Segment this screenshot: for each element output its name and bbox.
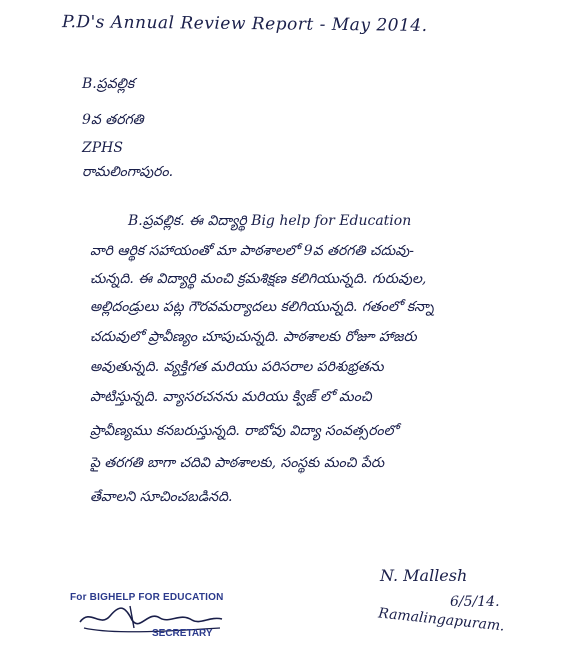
school-name: ZPHS xyxy=(82,140,123,156)
signature-date: 6/5/14. xyxy=(450,594,500,610)
organization-stamp xyxy=(70,592,245,647)
body-line: పై తరగతి బాగా చదివి పాఠశాలకు, సంస్థకు మంచి పేరు xyxy=(90,455,385,471)
report-title: P.D's Annual Review Report - May 2014. xyxy=(61,12,428,36)
body-line: తేవాలని సూచించబడినది. xyxy=(90,489,233,505)
student-name: B.ప్రవల్లిక xyxy=(82,76,135,92)
body-line: అల్లిదండ్రులు పట్ల గౌరవమర్యాదలు కలిగియున్నది. గతంలో కన్నా xyxy=(90,299,434,315)
signature-name: N. Mallesh xyxy=(380,566,468,585)
stamp-organization: For BIGHELP FOR EDUCATION xyxy=(70,592,224,603)
body-line: వారి ఆర్థిక సహాయంతో మా పాఠశాలలో 9వ తరగతి చదువు- xyxy=(90,243,414,259)
stamp-role: SECRETARY xyxy=(152,628,213,639)
village-name: రామలింగాపురం. xyxy=(82,164,174,180)
body-line: B.ప్రవల్లిక. ఈ విద్యార్థి Big help for Education xyxy=(128,213,412,229)
body-line: చున్నది. ఈ విద్యార్థి మంచి క్రమశిక్షణ కలిగియున్నది. గురువుల, xyxy=(90,271,427,287)
student-class: 9వ తరగతి xyxy=(82,112,144,128)
signature-place: Ramalingapuram. xyxy=(377,605,506,635)
body-line: ప్రావీణ్యము కనబరుస్తున్నది. రాబోవు విద్యా సంవత్సరంలో xyxy=(90,423,399,439)
body-line: పాటిస్తున్నది. వ్యాసరచనను మరియు క్విజ్ లో మంచి xyxy=(90,389,372,405)
body-line: అవుతున్నది. వ్యక్తిగత మరియు పరిసరాల పరిశుభ్రతను xyxy=(90,359,384,375)
body-line: చదువులో ప్రావీణ్యం చూపుచున్నది. పాఠశాలకు రోజూ హాజరు xyxy=(90,329,417,345)
